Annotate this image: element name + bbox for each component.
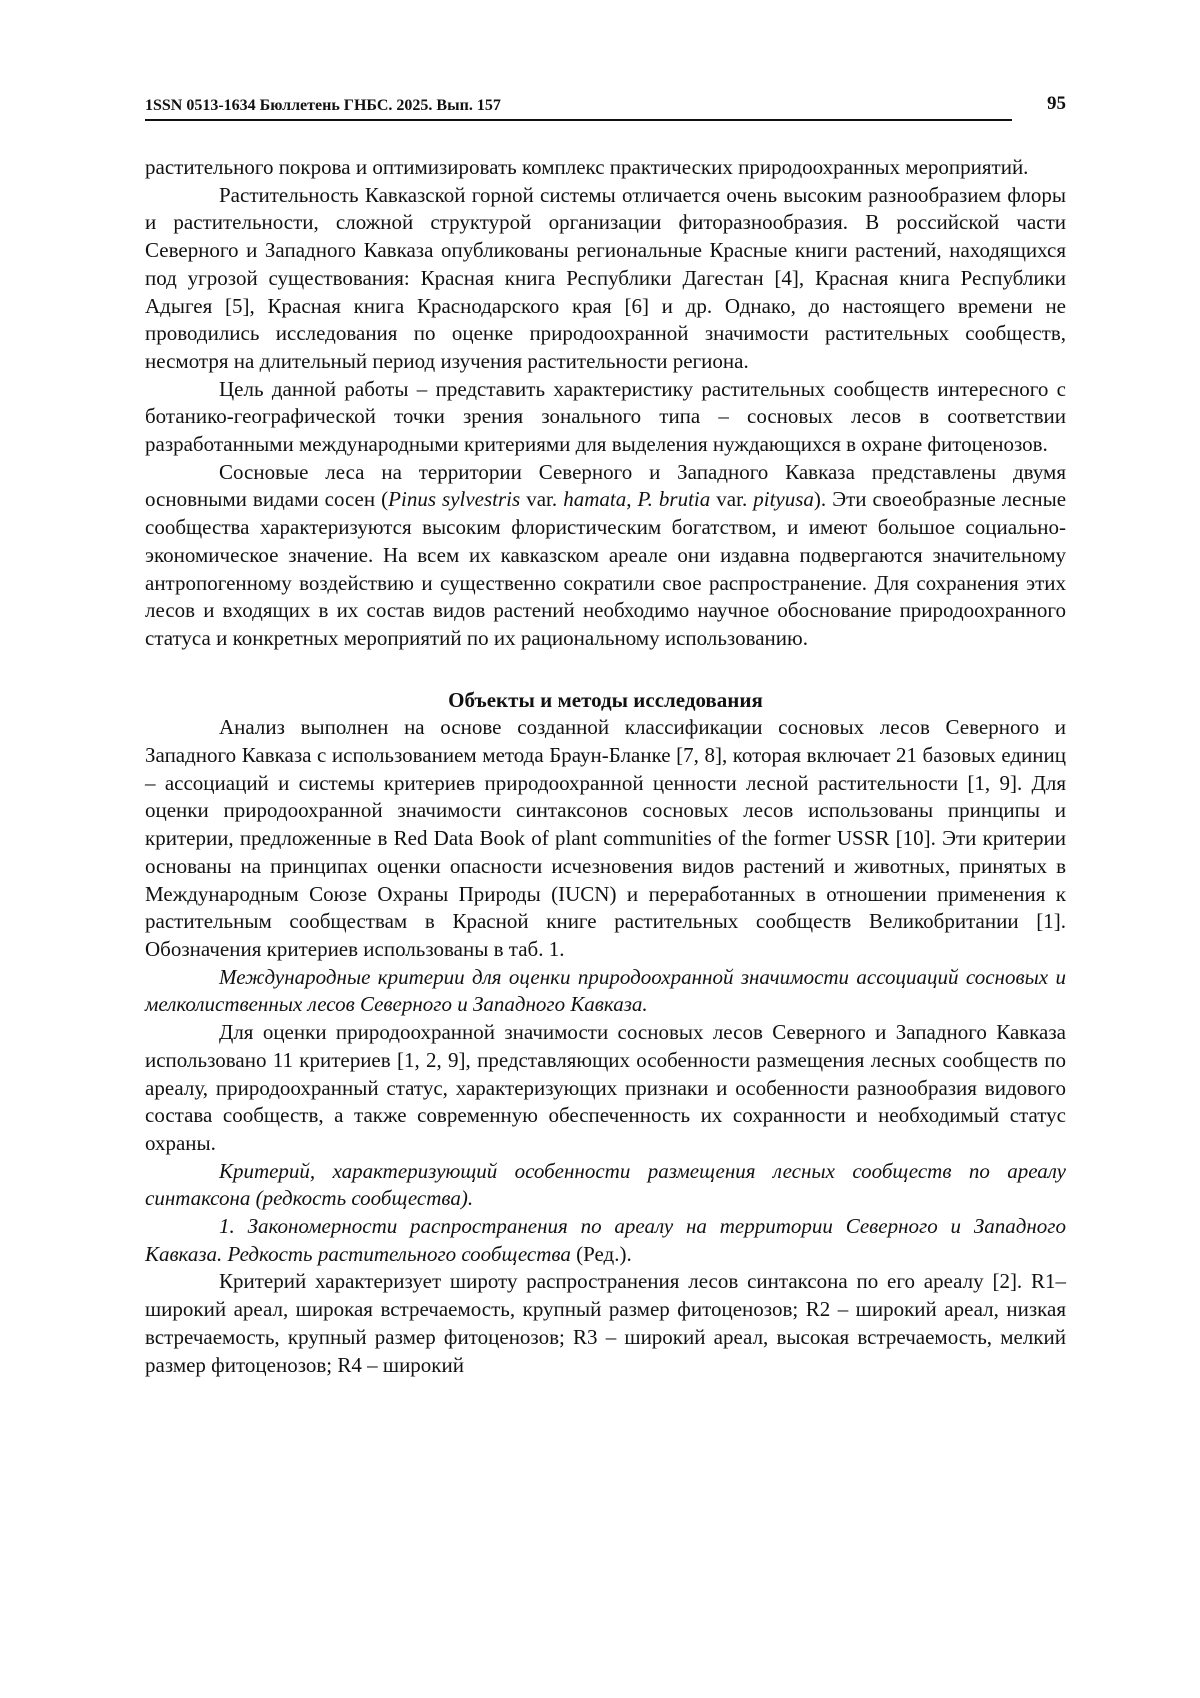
criterion-abbreviation: (Ред.).	[570, 1241, 632, 1266]
page-number: 95	[1047, 93, 1066, 114]
header-rule	[145, 119, 1012, 121]
paragraph-caucasus-vegetation: Растительность Кавказской горной системы отличается очень высоким разнообразием флоры и растительности, сложной структурой организации фиторазнообразия. В российской части Северного и Западного Кавказа опубликованы региональные Красные книги растений, находящихся под угрозой существования: Красная книга Республики Дагестан [4], Красная книга Республики Адыгея [5], Красная книга Краснодарского края [6] и др. Однако, до настоящего времени не проводились исследования по оценке природоохранной значимости растительных сообществ, несмотря на длительный период изучения растительности региона.	[145, 182, 1066, 373]
paragraph-aim: Цель данной работы – представить характеристику растительных сообществ интересного с ботанико-географической точки зрения зонального типа – сосновых лесов в соответствии разработанными международными критериями для выделения нуждающихся в охране фитоценозов.	[145, 376, 1066, 457]
running-header	[145, 95, 1066, 123]
paragraph-criteria-count: Для оценки природоохранной значимости сосновых лесов Северного и Западного Кавказа использовано 11 критериев [1, 2, 9], представляющих особенности размещения лесных сообществ по ареалу, природоохранный статус, характеризующих признаки и особенности разнообразия видового состава сообществ, а также современную обеспеченность их сохранности и необходимый статус охраны.	[145, 1020, 1066, 1155]
subheading-international-criteria: Международные критерии для оценки природоохранной значимости ассоциаций сосновых и мелколиственных лесов Северного и Западного Кавказа.	[145, 964, 1066, 1017]
species-name: Pinus sylvestris	[388, 487, 521, 512]
text-run: Сосновые леса на территории Северного и Западного Кавказа представлены двумя основными видами сосен (	[145, 459, 1066, 512]
text-run: var.	[710, 487, 754, 512]
variety-name: hamata	[563, 487, 627, 512]
paragraph-criterion-description: Критерий характеризует широту распространения лесов синтаксона по его ареалу [2]. R1– широкий ареал, широкая встречаемость, крупный размер фитоценозов; R2 – широкий ареал, низкая встречаемость, крупный размер фитоценозов; R3 – широкий ареал, высокая встречаемость, мелкий размер фитоценозов; R4 – широкий	[145, 1269, 1066, 1377]
paragraph-pine-forests	[145, 459, 1066, 653]
species-name: P. brutia	[637, 487, 711, 512]
paragraph-continuation: растительного покрова и оптимизировать комплекс практических природоохранных мероприятий.	[145, 155, 1029, 179]
subheading-rarity-criterion: Критерий, характеризующий особенности размещения лесных сообществ по ареалу синтаксона (редкость сообщества).	[145, 1158, 1066, 1211]
variety-name: pityusa	[753, 487, 814, 512]
paragraph-methods: Анализ выполнен на основе созданной классификации сосновых лесов Северного и Западного Кавказа с использованием метода Браун-Бланке [7, 8], которая включает 21 базовых единиц – ассоциаций и системы критериев природоохранной ценности лесной растительности [1, 9]. Для оценки природоохранной значимости синтаксонов сосновых лесов использованы принципы и критерии, предложенные в Red Data Book of plant communities of the former USSR [10]. Эти критерии основаны на принципах оценки опасности исчезновения видов растений и животных, принятых в Международным Союзе Охраны Природы (IUCN) и переработанных в отношении применения к растительным сообществам в Красной книге растительных сообществ Великобритании [1]. Обозначения критериев использованы в таб. 1.	[145, 715, 1066, 961]
text-run: ). Эти своеобразные лесные сообщества характеризуются высоким флористическим богатством, и имеют большое социально-экономическое значение. На всем их кавказском ареале они издавна подвергаются значительному антропогенному воздействию и существенно сократили свое распространение. Для сохранения этих лесов и входящих в их состав видов растений необходимо научное обоснование природоохранного статуса и конкретных мероприятий по их рациональному использованию.	[145, 487, 1067, 650]
article-body	[145, 154, 1066, 1379]
section-heading: Объекты и методы исследования	[448, 687, 763, 712]
text-run: var.	[520, 487, 564, 512]
text-run: ,	[626, 487, 638, 512]
journal-citation: 1SSN 0513-1634 Бюллетень ГНБС. 2025. Вып. 157	[145, 97, 501, 114]
subheading-criterion-1	[145, 1213, 1066, 1268]
criterion-title: 1. Закономерности распространения по ареалу на территории Северного и Западного Кавказа. Редкость растительного сообщества	[145, 1214, 1066, 1266]
